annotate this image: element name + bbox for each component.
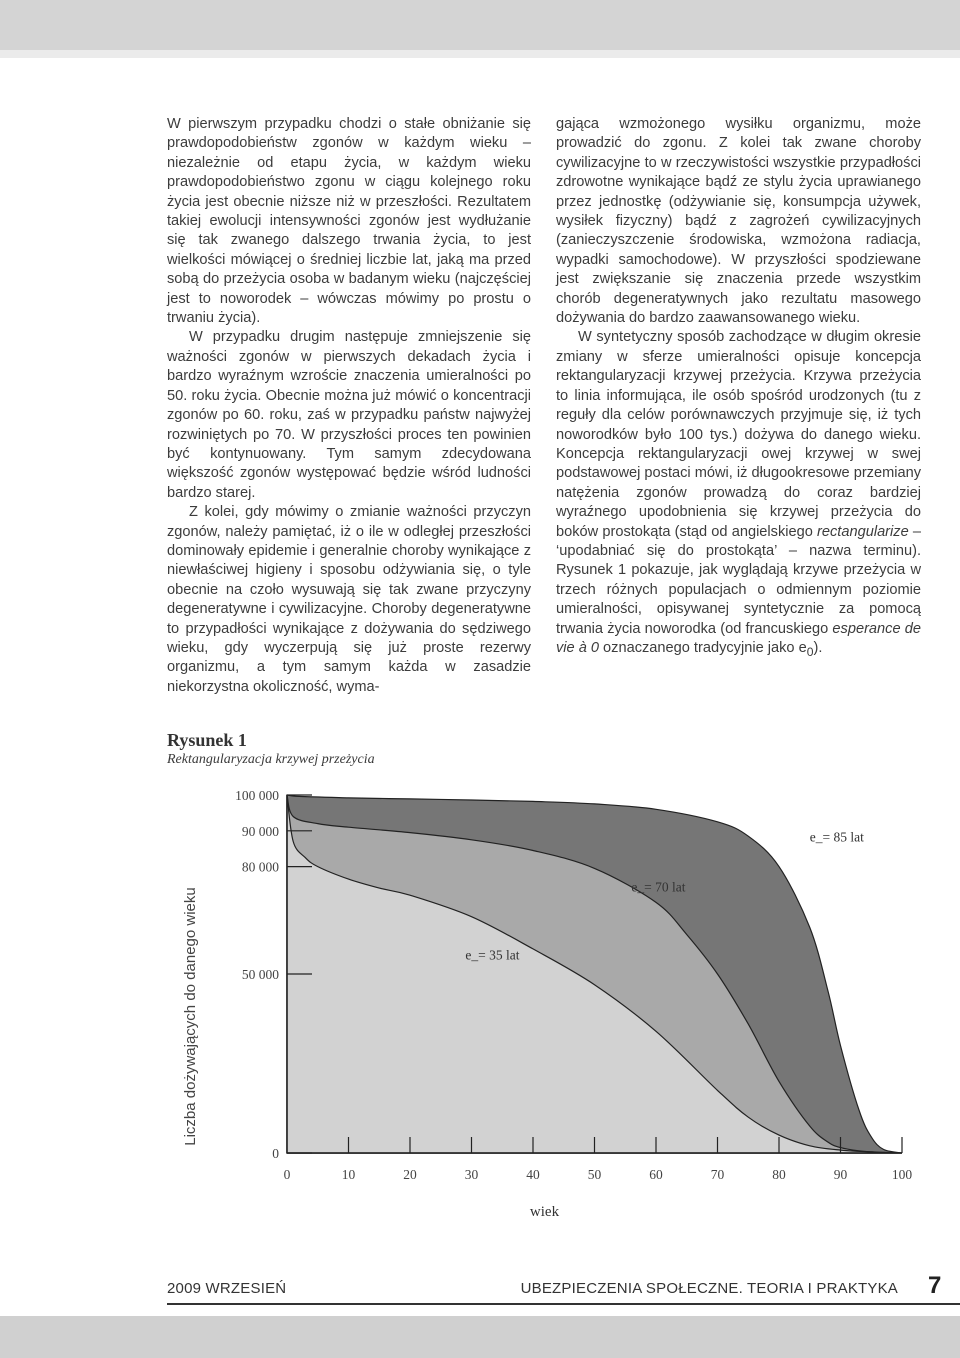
x-tick-label: 20 [403, 1167, 417, 1182]
text-column-right [556, 115, 921, 662]
y-tick-label: 80 000 [241, 859, 279, 875]
series-label: e_= 85 lat [809, 829, 864, 845]
term: rectangularize [817, 523, 909, 540]
x-tick-label: 90 [833, 1167, 848, 1182]
paragraph-text: – ‘upodabniać się do prostokąta’ – nazwa terminu). Rysunek 1 pokazuje, jak wyglądają krzywe przeżycia w trzech różnych populacjach o odmiennym poziomie umieralności, opisywanej syntetycznie za pomocą trwania życia noworodka (od francuskiego [556, 523, 921, 637]
x-tick-label: 50 [587, 1167, 602, 1182]
x-tick-label: 0 [283, 1167, 291, 1182]
footer-journal: UBEZPIECZENIA SPOŁECZNE. TEORIA I PRAKTYKA [520, 1280, 898, 1297]
x-tick-label: 40 [526, 1167, 540, 1182]
paragraph: W pierwszym przypadku chodzi o stałe obniżanie się prawdopodobieństw zgonów w każdym wieku – niezależnie od etapu życia, w każdym wieku prawdopodobieństwo zgonu w ciągu kolejnego roku życia jest obecnie niższe niż w przeszłości. Rezultatem takiej ewolucji intensywności zgonów jest wydłużanie się tak zwanego dalszego trwania życia, to jest wielkości mówiącej o średniej liczbie lat, jaką ma przed sobą do przeżycia osoba w badanym wieku (najczęściej jest to noworodek – wówczas mówimy po prostu o trwaniu życia). [167, 116, 531, 327]
subscript: 0 [806, 644, 814, 659]
scan-bottom-edge [0, 1316, 960, 1358]
figure-subtitle: Rektangularyzacja krzywej przeżycia [167, 752, 375, 767]
y-tick-label: 90 000 [241, 823, 279, 839]
scan-top-edge [0, 0, 960, 50]
paragraph-text: oznaczanego tradycyjnie jako e [599, 639, 807, 656]
paragraph: W przypadku drugim następuje zmniejszenie się ważności zgonów w pierwszych dekadach życia i bardzo wyraźnym wzroście znaczenia umieralności po 50. roku życia. Obecnie można już mówić o koncentracji zgonów po 60. roku, zaś w przypadku państw najwyżej rozwiniętych po 70. W przyszłości proces ten powinien być kontynuowany. Tym samym zdecydowana większość zgonów występować będzie wśród ludności bardzo starej. [167, 329, 531, 501]
x-axis-label: wiek [529, 1204, 560, 1220]
page-number: 7 [928, 1272, 942, 1299]
paragraph: Z kolei, gdy mówimy o zmianie ważności przyczyn zgonów, należy pamiętać, iż o ile w odległej przeszłości dominowały epidemie i generalnie choroby wynikające z niewłaściwej higieny i sposobu odżywiania się, o tyle obecnie na czoło wysuwają się tak zwane przyczyny degeneratywne i cywilizacyjne. Choroby degeneratywne to przypadłości wynikające z dożywania do sędziwego wieku, gdy wyczerpują się już proste rezerwy organizmu, a tym samym każda w zasadzie niekorzystna okoliczność, wyma- [167, 504, 531, 695]
x-tick-label: 60 [649, 1167, 663, 1182]
x-tick-label: 80 [772, 1167, 786, 1182]
term: esperance de vie à 0 [556, 620, 921, 656]
x-tick-label: 30 [464, 1167, 479, 1182]
x-tick-label: 70 [710, 1167, 725, 1182]
x-tick-label: 100 [891, 1167, 913, 1182]
x-tick-label: 10 [341, 1167, 356, 1182]
text-column-left [167, 115, 531, 697]
y-axis-label: Liczba dożywających do danego wieku [182, 887, 199, 1146]
paragraph [556, 328, 921, 662]
paragraph-text: ). [813, 639, 823, 656]
y-tick-label: 0 [272, 1146, 279, 1161]
footer-rule [167, 1303, 960, 1305]
figure-title: Rysunek 1 [167, 730, 247, 750]
series-label: e_= 70 lat [631, 879, 686, 895]
survival-chart [160, 780, 930, 1235]
paragraph-text: W syntetyczny sposób zachodzące w długim okresie zmiany w sferze umieralności opisuje koncepcja rektangularyzacji krzywej przeżycia. Krzywa przeżycia to linia informująca, ile osób spośród urodzonych (tu z reguły dla celów porównawczych przyjmuje się, iż tych noworodków było 100 tys.) dożywa do danego wieku. Koncepcja rektangularyzacji owej krzywej w swej podstawowej postaci mówi, iż długookresowe przemiany natężenia zgonów prowadzą do coraz bardziej wyraźnego upodobnienia się krzywej przeżycia do boków prostokąta (stąd od angielskiego [556, 329, 922, 540]
paragraph: gająca wzmożonego wysiłku organizmu, może prowadzić do zgonu. Z kolei tak zwane choroby cywilizacyjne to w rzeczywistości wszystkie przypadłości zdrowotne wynikające bądź ze stylu życia uprawianego przez jednostkę (odżywianie się, konsumpcja używek, wysiłek fizyczny) bądź z zagrożeń cywilizacyjnych (zanieczyszczenie środowiska, wzmożona radiacja, wypadki samochodowe). W przyszłości spodziewane jest zwiększanie się znaczenia przede wszystkim chorób degeneratywnych jako rezultatu masowego dożywania do bardzo zaawansowanego wieku. [556, 116, 921, 327]
y-tick-label: 100 000 [235, 788, 279, 803]
series-label: e_= 35 lat [465, 947, 520, 963]
y-tick-label: 50 000 [241, 967, 279, 982]
footer-date: 2009 WRZESIEŃ [167, 1280, 287, 1297]
scan-band [0, 50, 960, 58]
